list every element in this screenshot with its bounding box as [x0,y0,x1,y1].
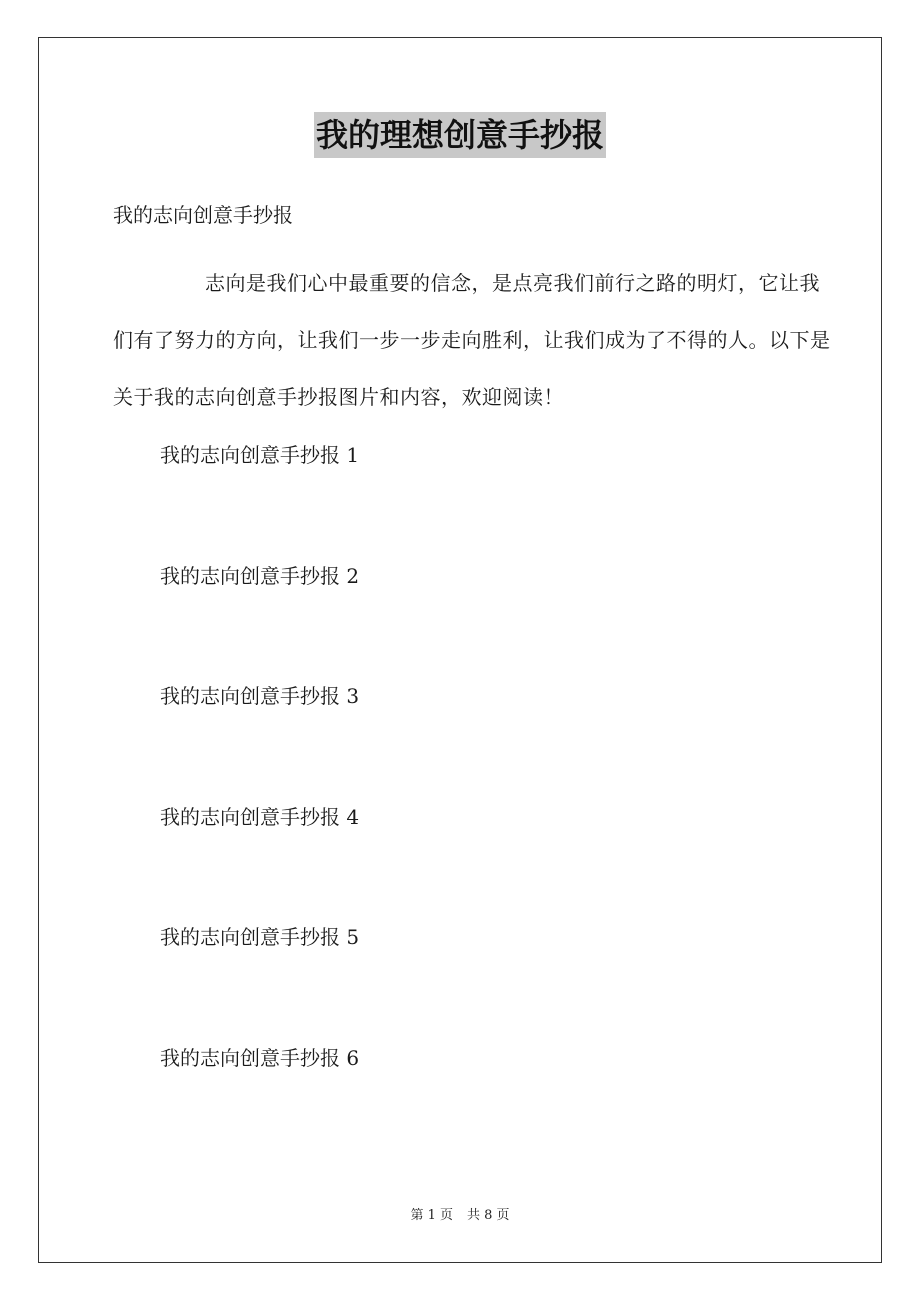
section-list [160,440,359,1163]
page-total: 共 8 页 [467,1208,510,1223]
section-heading-1: 我的志向创意手抄报 1 [160,443,360,467]
document-subtitle: 我的志向创意手抄报 [113,203,293,227]
section-heading-4: 我的志向创意手抄报 4 [160,804,360,829]
section-heading-2: 我的志向创意手抄报 2 [160,563,360,588]
document-title: 我的理想创意手抄报 [314,112,606,158]
page-footer [0,1206,920,1226]
section-heading-3: 我的志向创意手抄报 3 [160,684,360,708]
page-number: 第 1 页 [410,1208,453,1223]
section-heading-5: 我的志向创意手抄报 5 [160,925,360,949]
intro-paragraph: 志向是我们心中最重要的信念，是点亮我们前行之路的明灯，它让我们有了努力的方向，让我们一步一步走向胜利，让我们成为了不得的人。以下是关于我的志向创意手抄报图片和内容，欢迎阅读！ [113,271,831,409]
section-heading-6: 我的志向创意手抄报 6 [160,1045,360,1070]
document-title-wrapper [0,112,920,158]
